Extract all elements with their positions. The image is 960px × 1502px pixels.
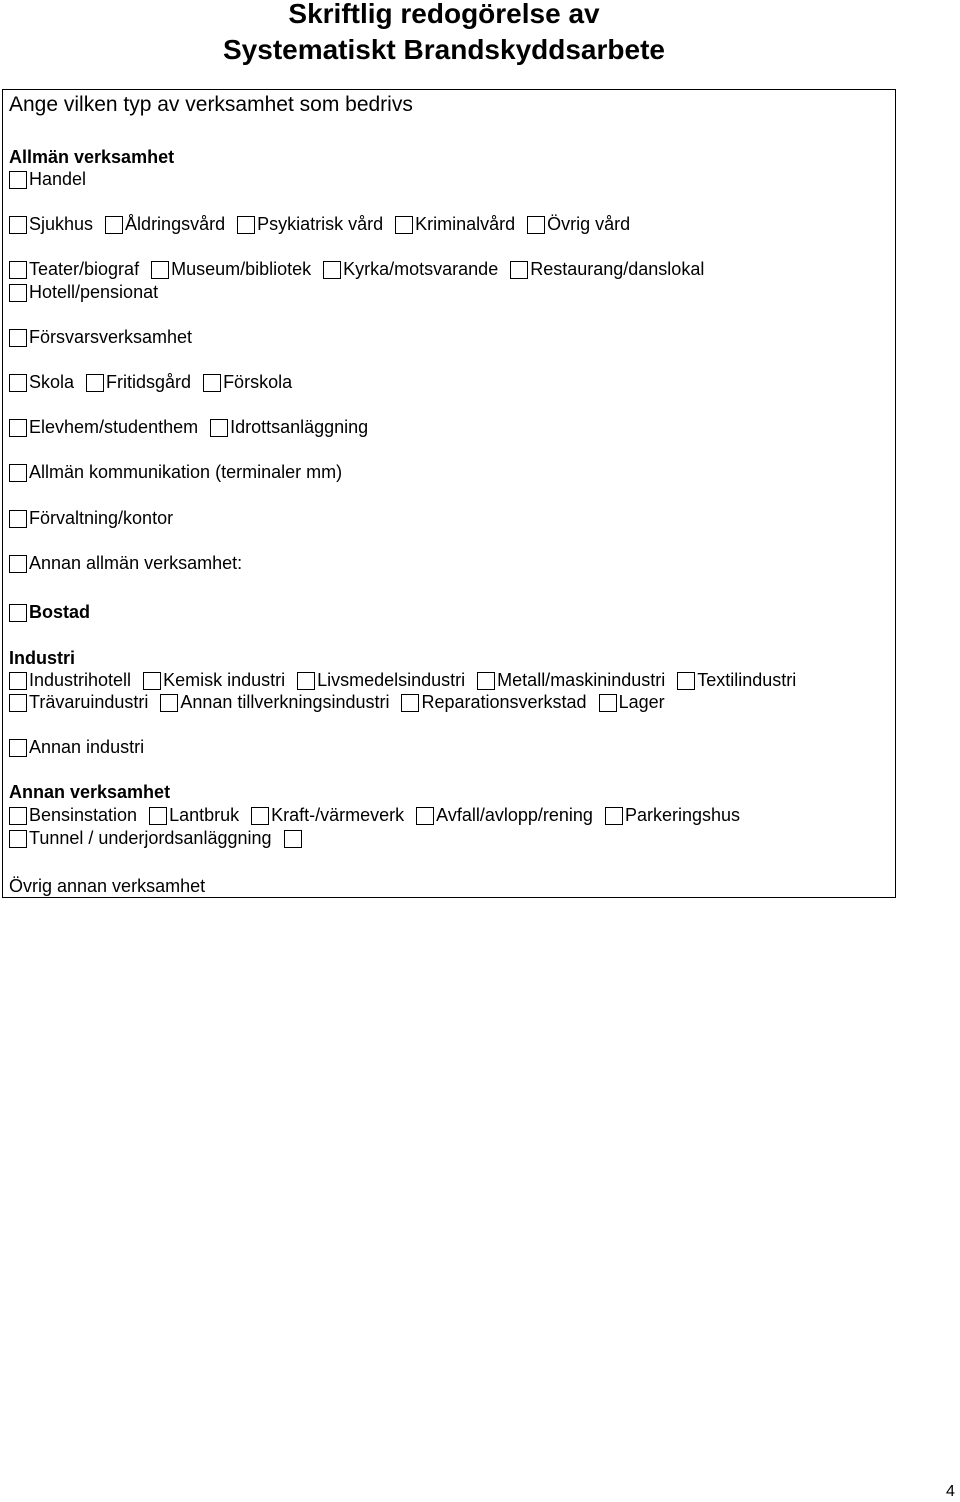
checkbox-skola[interactable]: [9, 374, 27, 392]
checkbox-label: Förskola: [223, 372, 293, 392]
checkbox-parkeringshus[interactable]: [605, 807, 623, 825]
checkbox-item-kyrka-motsvarande[interactable]: [323, 258, 498, 280]
checkbox-label: Museum/bibliotek: [171, 259, 312, 279]
checkbox-item-livsmedelsindustri[interactable]: [297, 669, 465, 691]
row-elevhem: [9, 416, 380, 441]
checkbox-label: Handel: [29, 169, 87, 189]
row-kultur: [9, 258, 716, 283]
checkbox-item-ovrig-vard[interactable]: [527, 213, 630, 235]
checkbox-label: Sjukhus: [29, 214, 94, 234]
checkbox-item-idrottsanlaggning[interactable]: [210, 416, 368, 438]
checkbox-teater-biograf[interactable]: [9, 261, 27, 279]
checkbox-item-avfall-avlopp-rening[interactable]: [416, 804, 593, 826]
checkbox-item-textilindustri[interactable]: [677, 669, 796, 691]
checkbox-item-bensinstation[interactable]: [9, 804, 137, 826]
checkbox-label: Restaurang/danslokal: [530, 259, 705, 279]
document-title-line1: Skriftlig redogörelse av: [288, 0, 600, 29]
row-forsvar: [9, 326, 204, 351]
checkbox-blank[interactable]: [284, 830, 302, 848]
checkbox-item-metall-maskinindustri[interactable]: [477, 669, 665, 691]
checkbox-item-psykiatrisk-vard[interactable]: [237, 213, 383, 235]
checkbox-hotell-pensionat[interactable]: [9, 284, 27, 302]
checkbox-label: Avfall/avlopp/rening: [436, 805, 593, 825]
row-annan-2: [9, 827, 316, 852]
checkbox-elevhem-studenthem[interactable]: [9, 419, 27, 437]
checkbox-fritidsgard[interactable]: [86, 374, 104, 392]
checkbox-reparationsverkstad[interactable]: [401, 694, 419, 712]
row-annan-1: [9, 804, 752, 829]
checkbox-label-bostad: Bostad: [29, 602, 91, 622]
checkbox-label: Kraft-/värmeverk: [271, 805, 405, 825]
checkbox-label: Elevhem/studenthem: [29, 417, 199, 437]
checkbox-item-forsvarsverksamhet[interactable]: [9, 326, 192, 348]
checkbox-annan-tillverkningsindustri[interactable]: [160, 694, 178, 712]
checkbox-label: Annan industri: [29, 737, 145, 757]
checkbox-label: Annan tillverkningsindustri: [180, 692, 390, 712]
checkbox-label: Övrig vård: [547, 214, 631, 234]
checkbox-annan-industri[interactable]: [9, 739, 27, 757]
checkbox-label: Förvaltning/kontor: [29, 508, 174, 528]
checkbox-item-aldringsvard[interactable]: [105, 213, 225, 235]
checkbox-item-kemisk-industri[interactable]: [143, 669, 285, 691]
row-annan-allman: [9, 552, 254, 577]
checkbox-item-handel[interactable]: [9, 168, 86, 190]
section-annan-heading: Annan verksamhet: [9, 782, 171, 802]
checkbox-item-teater-biograf[interactable]: [9, 258, 139, 280]
checkbox-item-bostad[interactable]: [9, 601, 90, 623]
checkbox-annan-allman-verksamhet[interactable]: [9, 555, 27, 573]
checkbox-forvaltning-kontor[interactable]: [9, 510, 27, 528]
ovrig-annan-label: Övrig annan verksamhet: [9, 876, 206, 896]
checkbox-item-tunnel-underjordsanlaggning[interactable]: [9, 827, 272, 849]
checkbox-idrottsanlaggning[interactable]: [210, 419, 228, 437]
checkbox-item-elevhem-studenthem[interactable]: [9, 416, 198, 438]
checkbox-label: Trävaruindustri: [29, 692, 149, 712]
checkbox-label: Teater/biograf: [29, 259, 140, 279]
checkbox-restaurang-danslokal[interactable]: [510, 261, 528, 279]
checkbox-item-forvaltning-kontor[interactable]: [9, 507, 173, 529]
form-heading: Ange vilken typ av verksamhet som bedrivs: [9, 93, 413, 116]
checkbox-ovrig-vard[interactable]: [527, 216, 545, 234]
checkbox-item-annan-industri[interactable]: [9, 736, 144, 758]
checkbox-label: Skola: [29, 372, 75, 392]
checkbox-item-sjukhus[interactable]: [9, 213, 93, 235]
checkbox-livsmedelsindustri[interactable]: [297, 672, 315, 690]
checkbox-label: Allmän kommunikation (terminaler mm): [29, 462, 343, 482]
checkbox-item-annan-tillverkningsindustri[interactable]: [160, 691, 389, 713]
checkbox-label: Försvarsverksamhet: [29, 327, 193, 347]
checkbox-allman-kommunikation-terminaler-mm[interactable]: [9, 464, 27, 482]
checkbox-kyrka-motsvarande[interactable]: [323, 261, 341, 279]
row-vard: [9, 213, 642, 238]
row-hotell: [9, 281, 170, 306]
checkbox-handel[interactable]: [9, 171, 27, 189]
checkbox-item-restaurang-danslokal[interactable]: [510, 258, 704, 280]
checkbox-forskola[interactable]: [203, 374, 221, 392]
checkbox-label: Kyrka/motsvarande: [343, 259, 499, 279]
checkbox-item-travaruindustri[interactable]: [9, 691, 148, 713]
checkbox-label: Annan allmän verksamhet:: [29, 553, 243, 573]
checkbox-label: Psykiatrisk vård: [257, 214, 384, 234]
section-industri-heading: Industri: [9, 648, 75, 668]
row-bostad: [9, 601, 102, 626]
checkbox-item-lager[interactable]: [599, 691, 665, 713]
checkbox-label: Reparationsverkstad: [421, 692, 587, 712]
checkbox-kemisk-industri[interactable]: [143, 672, 161, 690]
row-industri-2: [9, 691, 677, 716]
checkbox-item-blank[interactable]: [284, 829, 304, 847]
checkbox-label: Livsmedelsindustri: [317, 670, 466, 690]
checkbox-museum-bibliotek[interactable]: [151, 261, 169, 279]
checkbox-metall-maskinindustri[interactable]: [477, 672, 495, 690]
checkbox-travaruindustri[interactable]: [9, 694, 27, 712]
form-frame: [2, 89, 896, 898]
checkbox-label: Parkeringshus: [624, 805, 741, 825]
checkbox-label: Hotell/pensionat: [29, 282, 159, 302]
checkbox-item-hotell-pensionat[interactable]: [9, 281, 158, 303]
row-industri-3: [9, 736, 156, 761]
checkbox-label: Fritidsgård: [106, 372, 192, 392]
checkbox-item-annan-allman-verksamhet[interactable]: [9, 552, 242, 574]
checkbox-item-museum-bibliotek[interactable]: [151, 258, 311, 280]
checkbox-item-kriminalvard[interactable]: [395, 213, 515, 235]
checkbox-item-parkeringshus[interactable]: [605, 804, 740, 826]
checkbox-item-industrihotell[interactable]: [9, 669, 131, 691]
checkbox-item-lantbruk[interactable]: [149, 804, 239, 826]
checkbox-label: Bensinstation: [29, 805, 138, 825]
checkbox-kriminalvard[interactable]: [395, 216, 413, 234]
checkbox-item-allman-kommunikation-terminaler-mm[interactable]: [9, 461, 342, 483]
checkbox-tunnel-underjordsanlaggning[interactable]: [9, 830, 27, 848]
checkbox-avfall-avlopp-rening[interactable]: [416, 807, 434, 825]
checkbox-industrihotell[interactable]: [9, 672, 27, 690]
page-number: 4: [946, 1483, 955, 1500]
document-title-line2: Systematiskt Brandskyddsarbete: [223, 34, 665, 65]
checkbox-lager[interactable]: [599, 694, 617, 712]
checkbox-forsvarsverksamhet[interactable]: [9, 329, 27, 347]
checkbox-aldringsvard[interactable]: [105, 216, 123, 234]
checkbox-bensinstation[interactable]: [9, 807, 27, 825]
section-allman-heading: Allmän verksamhet: [9, 147, 175, 167]
checkbox-label: Kriminalvård: [415, 214, 516, 234]
checkbox-label: Lager: [618, 692, 665, 712]
checkbox-sjukhus[interactable]: [9, 216, 27, 234]
checkbox-item-skola[interactable]: [9, 371, 74, 393]
checkbox-item-forskola[interactable]: [203, 371, 292, 393]
checkbox-lantbruk[interactable]: [149, 807, 167, 825]
checkbox-textilindustri[interactable]: [677, 672, 695, 690]
checkbox-label: Lantbruk: [169, 805, 240, 825]
row-kommunikation: [9, 461, 354, 486]
checkbox-label: Kemisk industri: [163, 670, 286, 690]
checkbox-kraft-varmeverk[interactable]: [251, 807, 269, 825]
checkbox-item-reparationsverkstad[interactable]: [401, 691, 586, 713]
row-forvaltning: [9, 507, 185, 532]
row-handel: [9, 168, 98, 193]
checkbox-label: Metall/maskinindustri: [497, 670, 666, 690]
row-skola: [9, 371, 304, 396]
checkbox-bostad[interactable]: [9, 604, 27, 622]
checkbox-label: Textilindustri: [697, 670, 797, 690]
checkbox-psykiatrisk-vard[interactable]: [237, 216, 255, 234]
checkbox-label: Industrihotell: [29, 670, 132, 690]
checkbox-item-kraft-varmeverk[interactable]: [251, 804, 404, 826]
checkbox-item-fritidsgard[interactable]: [86, 371, 191, 393]
checkbox-label: Tunnel / underjordsanläggning: [29, 828, 272, 848]
checkbox-label: Åldringsvård: [125, 214, 226, 234]
checkbox-label: Idrottsanläggning: [230, 417, 369, 437]
